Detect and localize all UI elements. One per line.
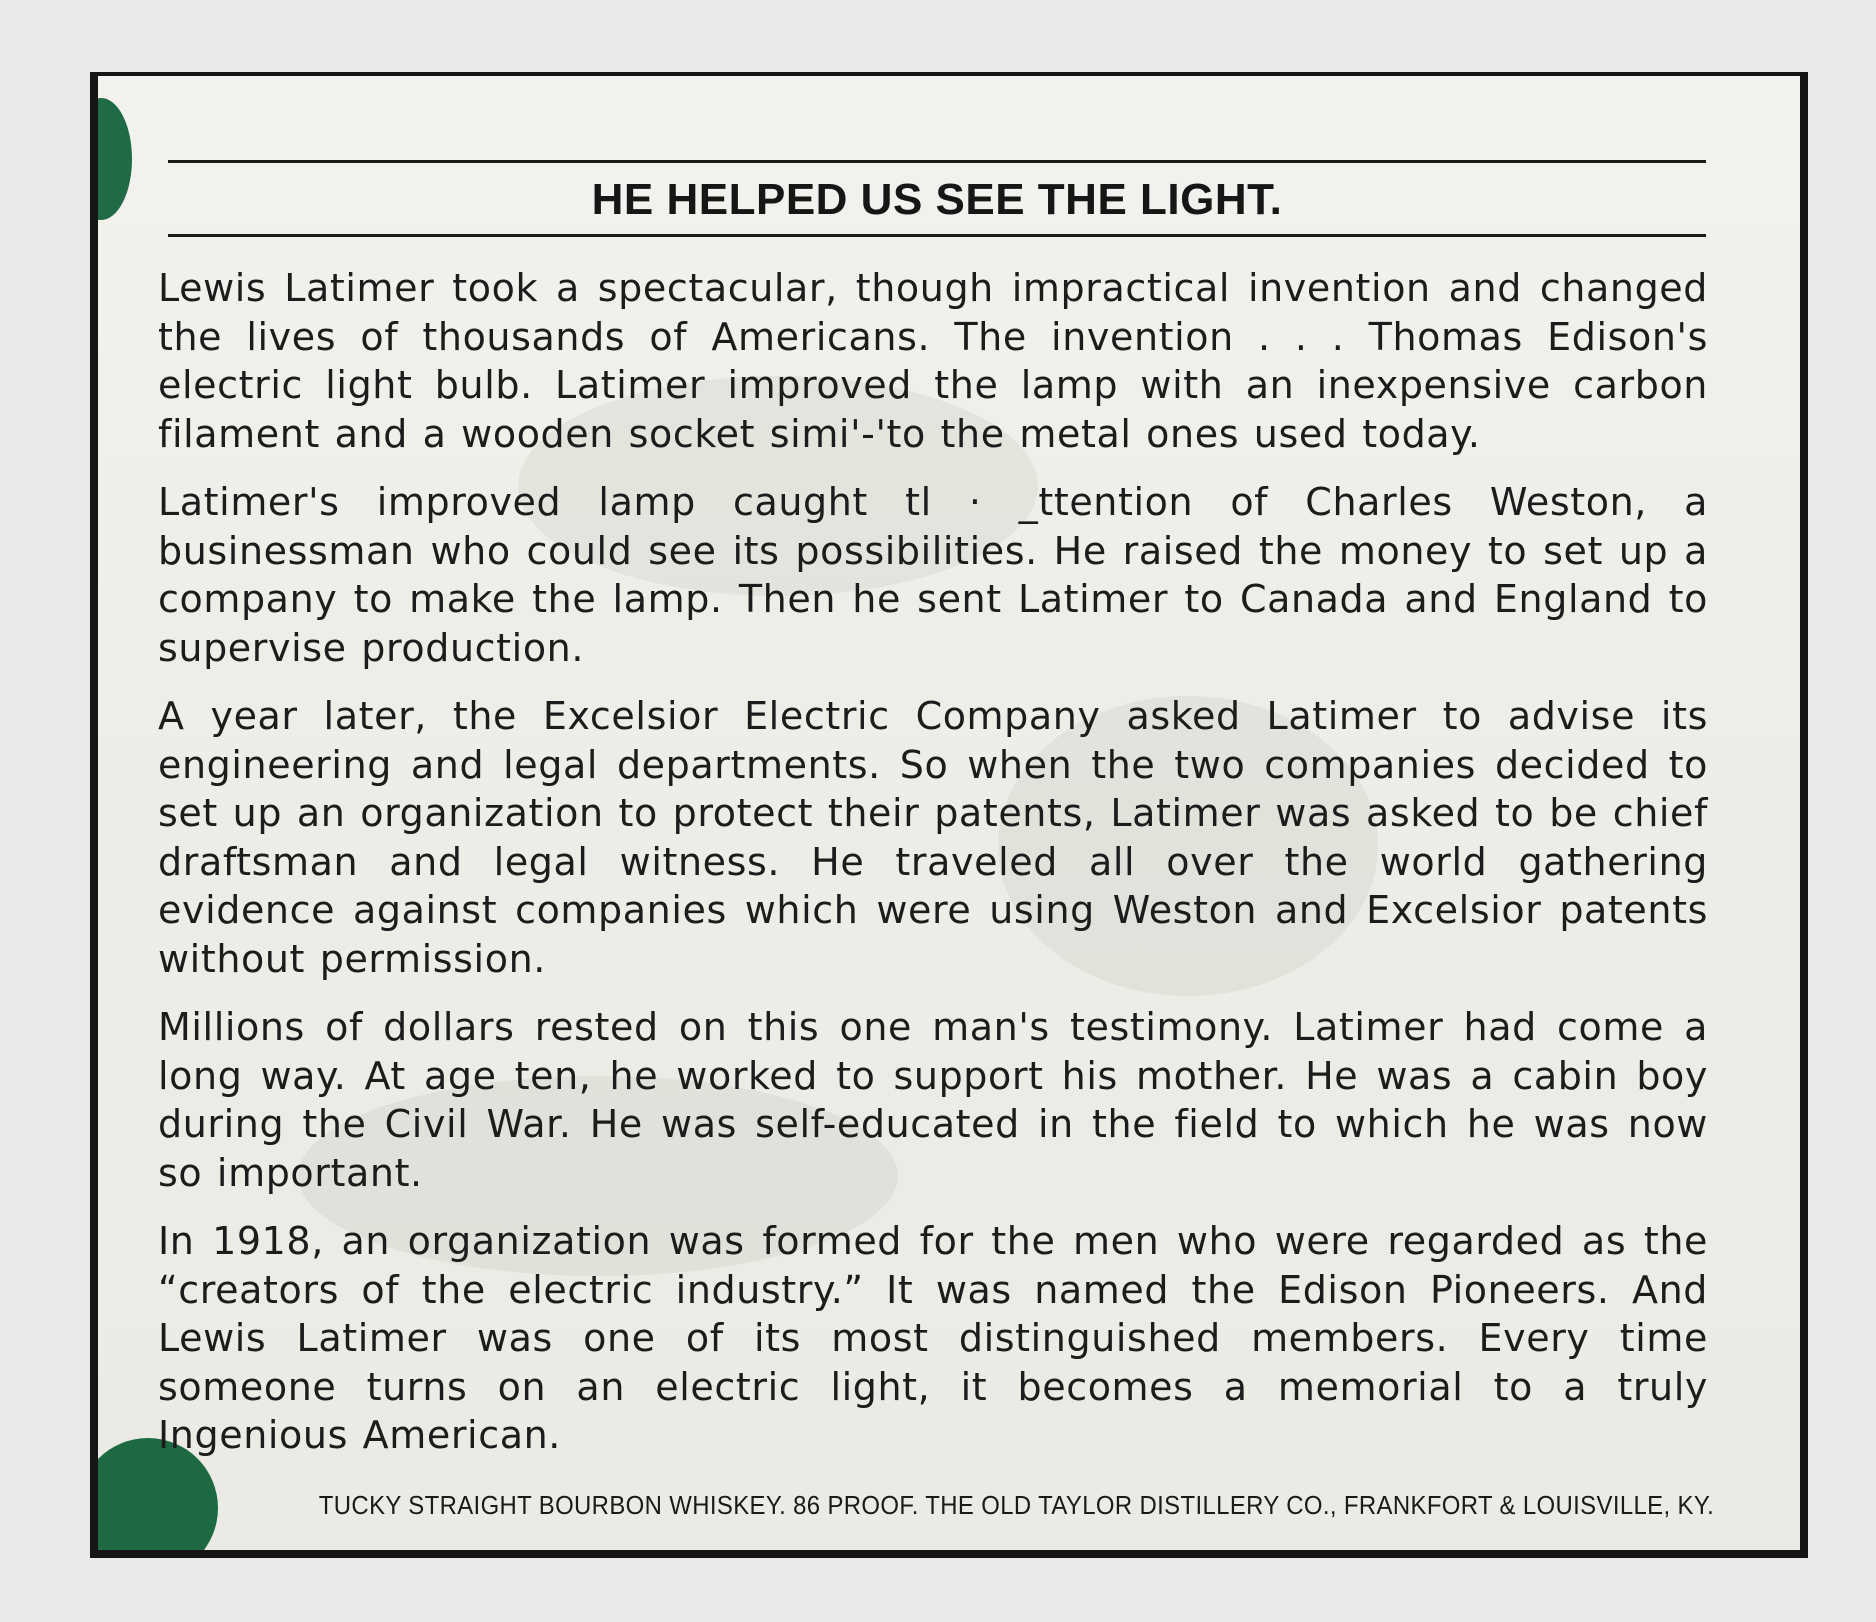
paragraph-3: A year later, the Excelsior Electric Company asked Latimer to advise its engineering and legal departments. So when the two companies decided to set up an organization to protect their patents, Latimer was asked to be chief draftsman and legal witness. He traveled all over the world gathering evidence against companies which were using Weston and Excelsior patents without permission. (158, 694, 1708, 981)
paragraph-1: Lewis Latimer took a spectacular, though impractical invention and changed the lives of thousands of Americans. The invention . . . Thomas Edison's electric light bulb. Latimer improved the lamp with an inexpensive carbon filament and a wooden socket simi'-'to the metal ones used today. (158, 266, 1708, 456)
paragraph-5: In 1918, an organization was formed for the men who were regarded as the “creators of the electric industry.” It was named the Edison Pioneers. And Lewis Latimer was one of its most distinguished members. Every time someone turns on an electric light, it becomes a memorial to a truly Ingenious American. (158, 1219, 1708, 1457)
distillery-footer: TUCKY STRAIGHT BOURBON WHISKEY. 86 PROOF. THE OLD TAYLOR DISTILLERY CO., FRANKFORT & LOUISVILLE, KY. (318, 1490, 1715, 1520)
paragraph-2: Latimer's improved lamp caught tl · _ttention of Charles Weston, a businessman who could see its possibilities. He raised the money to set up a company to make the lamp. Then he sent Latimer to Canada and England to supervise production. (158, 480, 1708, 670)
article-body (158, 264, 1708, 1480)
green-ink-mark (98, 98, 132, 220)
headline: HE HELPED US SEE THE LIGHT. (591, 175, 1283, 224)
headline-top-rule (168, 160, 1706, 163)
paragraph-4: Millions of dollars rested on this one man's testimony. Latimer had come a long way. At age ten, he worked to support his mother. He was a cabin boy during the Civil War. He was self-educated in the field to which he was now so important. (158, 1005, 1708, 1195)
printed-card (98, 76, 1800, 1550)
headline-bottom-rule (168, 234, 1706, 237)
